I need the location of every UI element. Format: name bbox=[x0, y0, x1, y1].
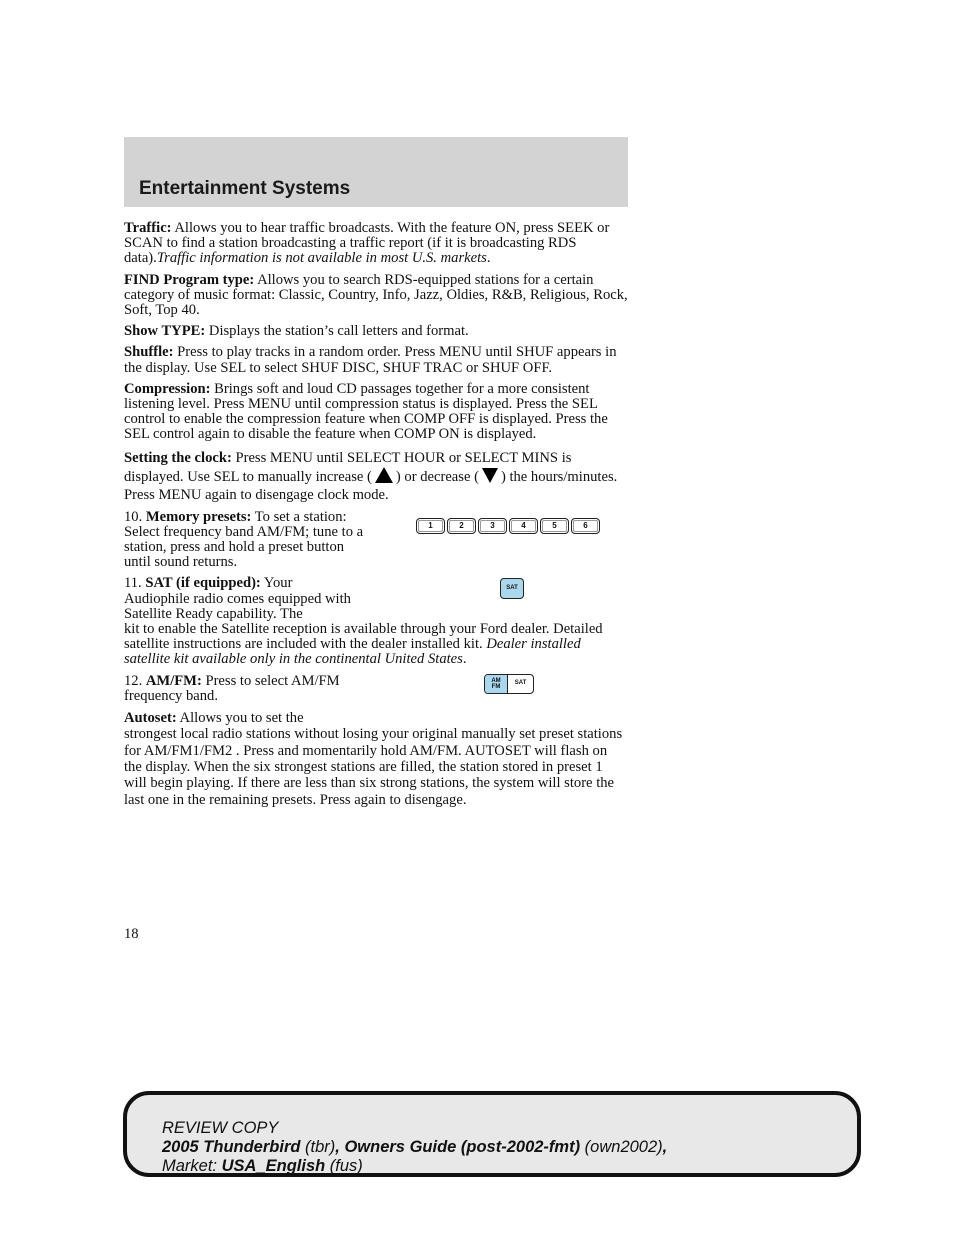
review-copy-label: REVIEW COPY bbox=[162, 1119, 279, 1137]
footer-guide: , Owners Guide (post-2002-fmt) bbox=[335, 1138, 581, 1156]
preset-button-2[interactable]: 2 bbox=[447, 518, 476, 534]
arrow-up-icon bbox=[375, 467, 393, 483]
compression-label: Compression: bbox=[124, 380, 211, 397]
sat-text-continued bbox=[124, 622, 628, 668]
review-copy-text bbox=[162, 1119, 667, 1176]
am-label: AM bbox=[491, 677, 501, 684]
find-paragraph bbox=[124, 273, 628, 319]
autoset-text-top: Allows you to set the bbox=[176, 710, 304, 727]
preset-button-6[interactable]: 6 bbox=[571, 518, 600, 534]
amfm-number: 12. bbox=[124, 672, 146, 689]
footer-model: 2005 Thunderbird bbox=[162, 1138, 301, 1156]
autoset-paragraph bbox=[124, 710, 628, 808]
traffic-paragraph bbox=[124, 221, 628, 267]
footer-comma: , bbox=[662, 1138, 668, 1156]
sat-end: . bbox=[462, 651, 467, 668]
show-type-label: Show TYPE: bbox=[124, 323, 206, 340]
traffic-label: Traffic: bbox=[124, 220, 172, 236]
autoset-first-line bbox=[124, 710, 628, 726]
section-title: Entertainment Systems bbox=[139, 178, 351, 199]
page-number: 18 bbox=[124, 926, 139, 942]
memory-presets-number: 10. bbox=[124, 508, 146, 525]
autoset-label: Autoset: bbox=[124, 710, 177, 727]
preset-button-5[interactable]: 5 bbox=[540, 518, 569, 534]
traffic-note: Traffic information is not available in most U.S. markets bbox=[156, 250, 487, 267]
amfm-text: Press to select AM/FM frequency band. bbox=[124, 672, 340, 704]
shuffle-label: Shuffle: bbox=[124, 344, 174, 361]
compression-paragraph bbox=[124, 382, 628, 443]
amfm-button[interactable] bbox=[485, 675, 508, 693]
sat-text-rest: kit to enable the Satellite reception is available through your Ford dealer. Detailed satellite instructions are included with the dealer installed kit. bbox=[124, 621, 603, 653]
find-text: Allows you to search RDS-equipped stations for a certain category of music format: Classic, Country, Info, Jazz, Oldies, R&B, Religious, Rock, Soft, Top 40. bbox=[124, 271, 628, 319]
amfm-section bbox=[124, 674, 628, 704]
sat-number: 11. bbox=[124, 575, 146, 592]
clock-text-2: ) or decrease ( bbox=[395, 468, 479, 485]
shuffle-text: Press to play tracks in a random order. Press MENU until SHUF appears in the display. Use SEL to select SHUF DISC, SHUF TRAC or SHUF OFF. bbox=[124, 344, 617, 376]
sat-text-block bbox=[124, 576, 359, 622]
memory-presets-text-block bbox=[124, 510, 374, 571]
preset-button-3[interactable]: 3 bbox=[478, 518, 507, 534]
footer-model-code: (tbr) bbox=[300, 1138, 336, 1156]
preset-buttons bbox=[416, 518, 600, 534]
fm-label: FM bbox=[491, 683, 501, 690]
amfm-text-block bbox=[124, 674, 374, 704]
sat-section bbox=[124, 576, 628, 667]
compression-text: Brings soft and loud CD passages together for a more consistent listening level. Press MENU until compression status is displayed. Press the SEL control to enable the compression feature when COMP OFF is displayed. Press the SEL control again to disable the feature when COMP ON is displayed. bbox=[124, 380, 608, 443]
footer-market-label: Market: bbox=[162, 1157, 222, 1175]
shuffle-paragraph bbox=[124, 345, 628, 375]
sat-button[interactable]: SAT bbox=[500, 578, 524, 599]
footer-market: USA_English bbox=[221, 1157, 326, 1175]
memory-presets-section bbox=[124, 510, 628, 571]
clock-paragraph bbox=[124, 449, 628, 504]
show-type-paragraph bbox=[124, 324, 628, 339]
show-type-text: Displays the station’s call letters and format. bbox=[205, 323, 469, 340]
amfm-sat-button[interactable]: SAT bbox=[514, 680, 527, 687]
arrow-down-icon bbox=[482, 468, 498, 483]
preset-button-4[interactable]: 4 bbox=[509, 518, 538, 534]
sat-note: Dealer installed satellite kit available only in the continental United States bbox=[124, 636, 581, 668]
sat-label: SAT (if equipped): bbox=[145, 575, 261, 592]
amfm-button-group bbox=[484, 674, 534, 694]
clock-text-3: ) the hours/minutes. Press MENU again to disengage clock mode. bbox=[124, 468, 618, 503]
footer-market-code: (fus) bbox=[325, 1157, 363, 1175]
preset-button-1[interactable]: 1 bbox=[416, 518, 445, 534]
memory-presets-label: Memory presets: bbox=[145, 508, 252, 525]
find-label: FIND Program type: bbox=[124, 271, 255, 288]
traffic-end: . bbox=[486, 250, 491, 267]
traffic-text: Allows you to hear traffic broadcasts. With the feature ON, press SEEK or SCAN to find a station broadcasting a traffic report (if it is broadcasting RDS data). bbox=[124, 220, 610, 267]
footer-guide-code: (own2002) bbox=[580, 1138, 663, 1156]
clock-text-1: Press MENU until SELECT HOUR or SELECT MINS is displayed. Use SEL to manually increase ( bbox=[124, 449, 572, 485]
page-content bbox=[124, 221, 628, 814]
amfm-label: AM/FM: bbox=[145, 672, 202, 689]
memory-presets-text: To set a station: Select frequency band AM/FM; tune to a station, press and hold a preset button until sound returns. bbox=[124, 508, 364, 571]
clock-label: Setting the clock: bbox=[124, 449, 232, 466]
autoset-text-rest: strongest local radio stations without losing your original manually set preset stations for AM/FM1/FM2 . Press and momentarily hold AM/FM. AUTOSET will flash on the display. When the six strongest stations are filled, the station stored in preset 1 will begin playing. If there are less than six strong stations, the system will store the last one in the remaining presets. Press again to disengage. bbox=[124, 726, 623, 808]
sat-text-top: Your Audiophile radio comes equipped with Satellite Ready capability. The bbox=[124, 575, 351, 622]
